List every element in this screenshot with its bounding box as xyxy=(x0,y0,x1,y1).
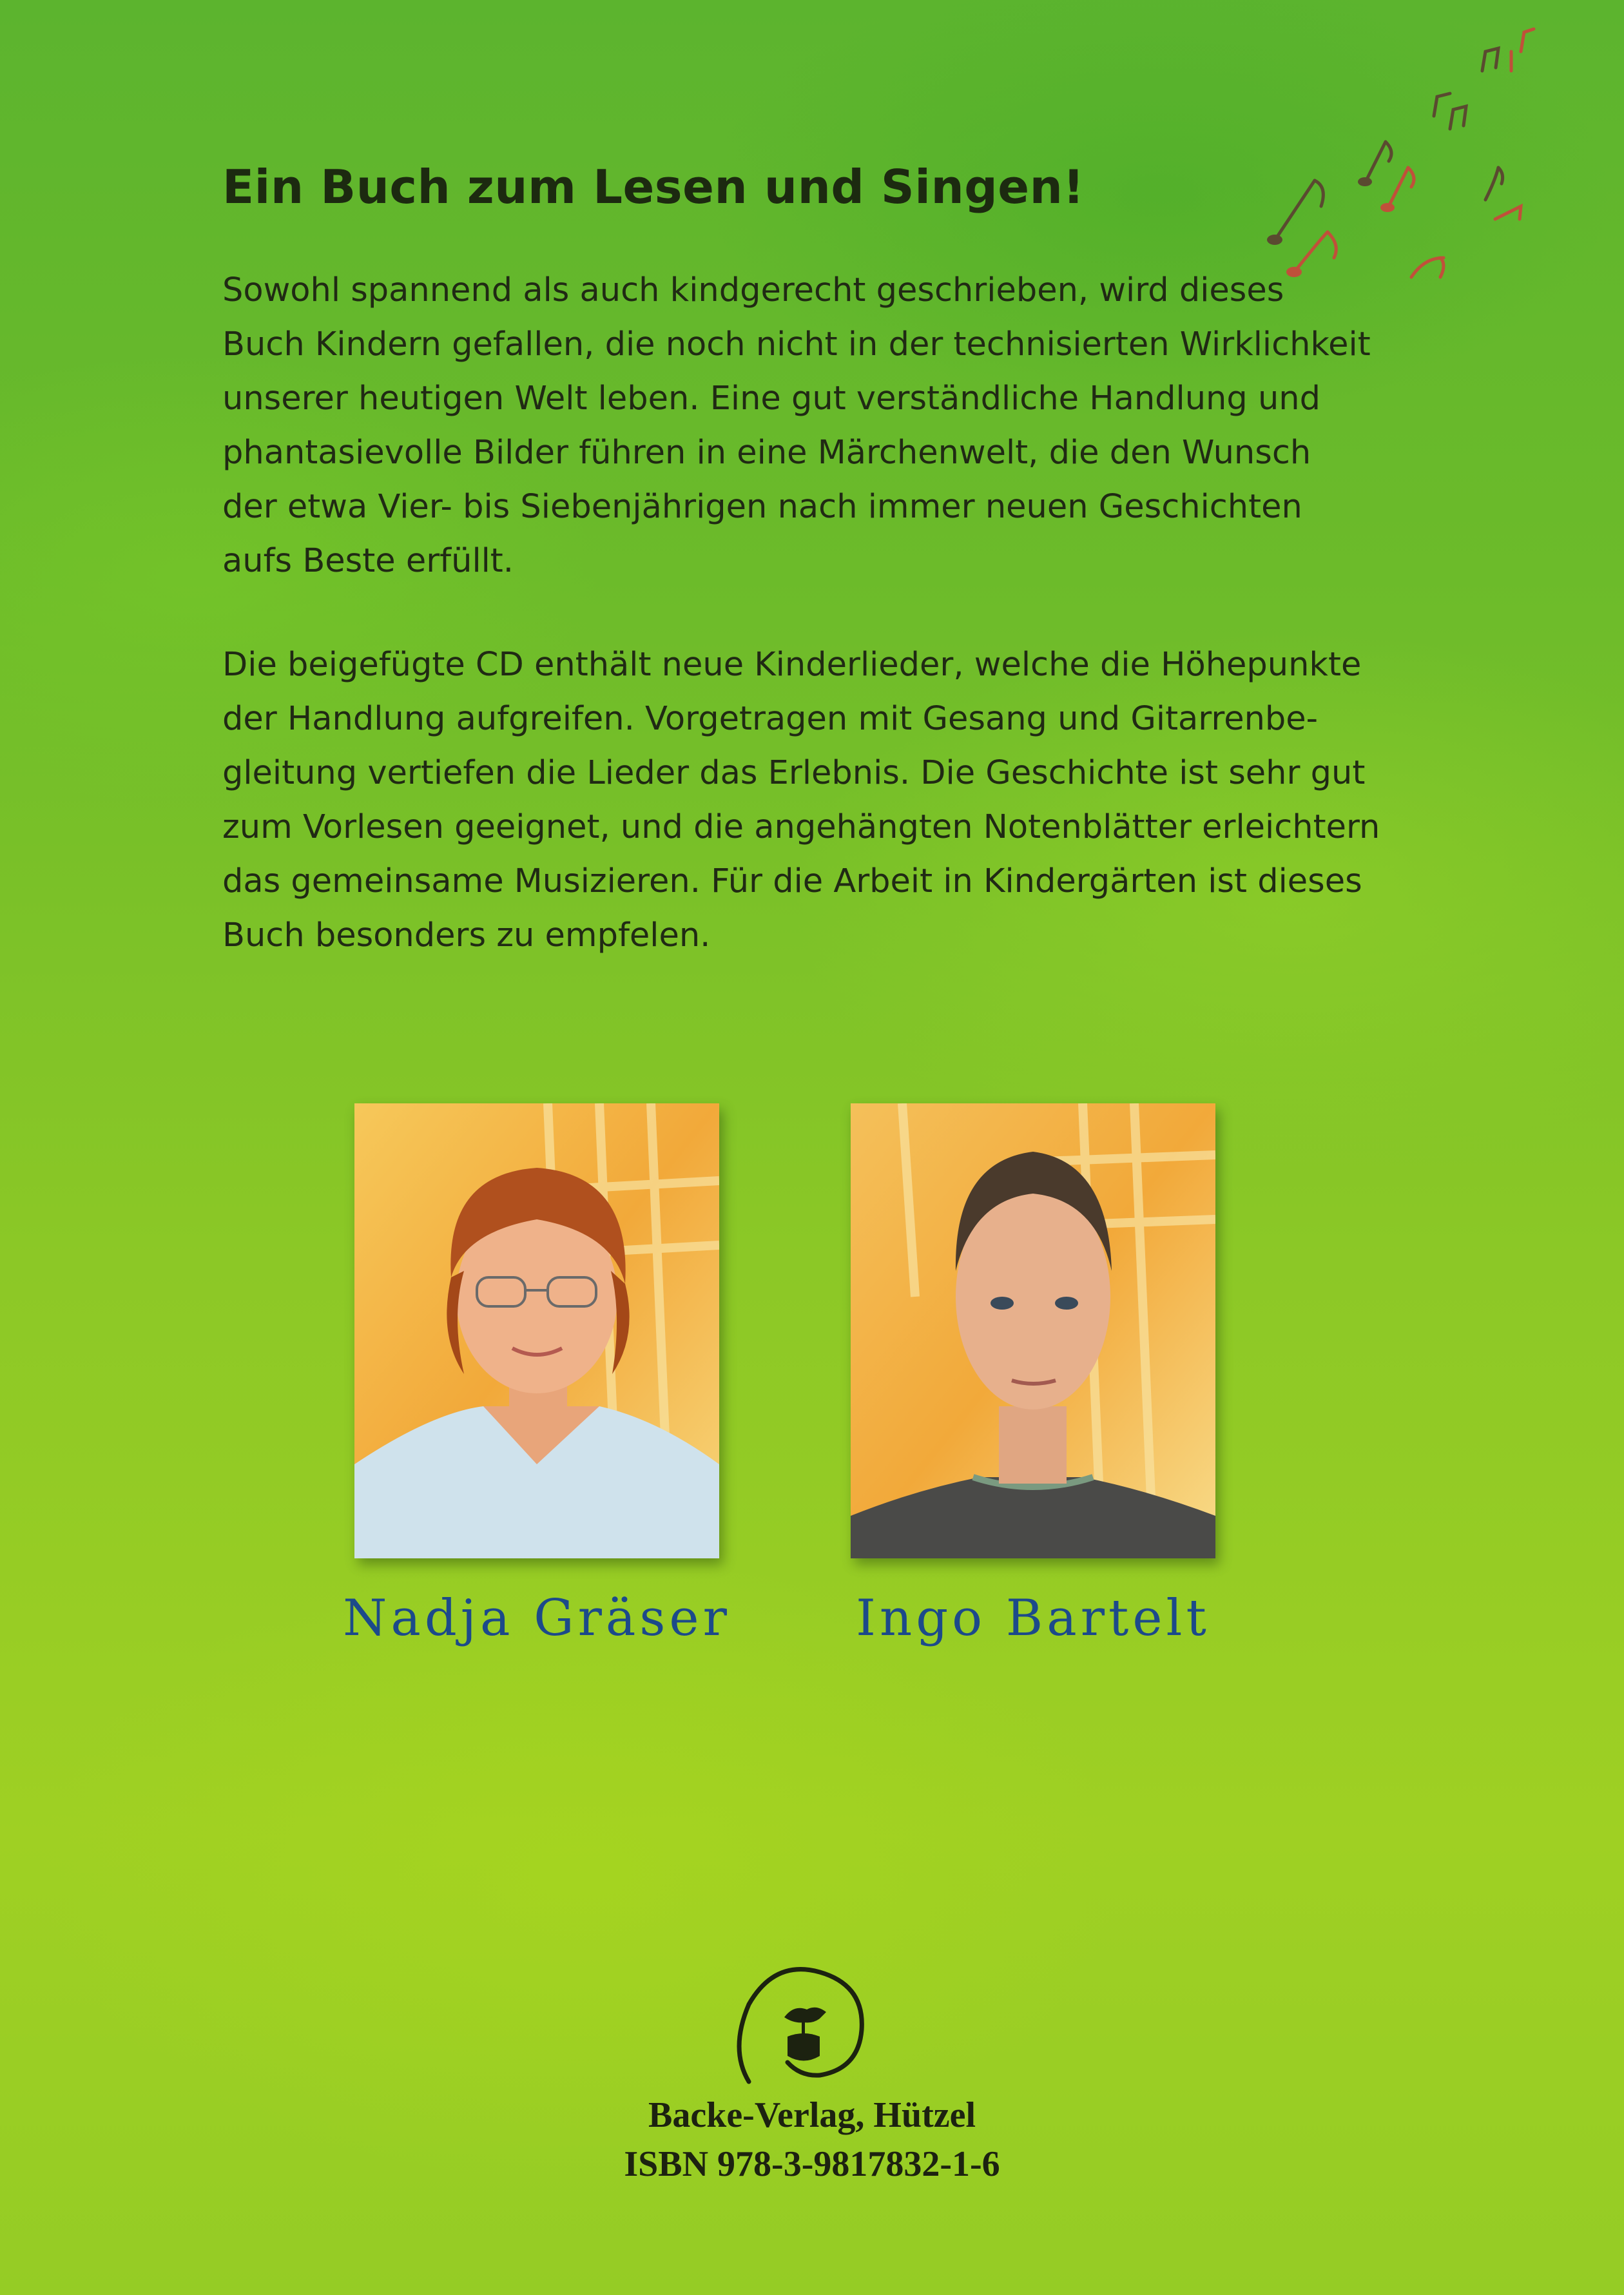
paragraph-line: aufs Beste erfüllt. xyxy=(222,542,514,580)
paragraph-line: unserer heutigen Welt leben. Eine gut verständliche Handlung und xyxy=(222,380,1320,418)
author-photo-ingo xyxy=(851,1103,1215,1558)
music-notes-icon xyxy=(1263,13,1560,296)
description-paragraph-2 xyxy=(222,638,1380,963)
isbn-number: ISBN 978-3-9817832-1-6 xyxy=(624,2144,1000,2184)
author-name-2: Ingo Bartelt xyxy=(856,1589,1210,1647)
publisher-logo-icon xyxy=(723,1959,878,2088)
paragraph-line: zum Vorlesen geeignet, und die angehängten Notenblätter erleichtern xyxy=(222,808,1380,846)
paragraph-line: Sowohl spannend als auch kindgerecht geschrieben, wird dieses xyxy=(222,271,1284,309)
paragraph-line: phantasievolle Bilder führen in eine Märchenwelt, die den Wunsch xyxy=(222,434,1311,472)
paragraph-line: Buch Kindern gefallen, die noch nicht in der technisierten Wirklichkeit xyxy=(222,325,1371,363)
paragraph-line: der Handlung aufgreifen. Vorgetragen mit Gesang und Gitarrenbe- xyxy=(222,700,1319,738)
author-name-1: Nadja Gräser xyxy=(343,1589,731,1647)
publisher-name: Backe-Verlag, Hützel xyxy=(648,2095,976,2135)
paragraph-line: der etwa Vier- bis Siebenjährigen nach immer neuen Geschichten xyxy=(222,488,1302,526)
page-title: Ein Buch zum Lesen und Singen! xyxy=(222,160,1085,214)
description-paragraph-1 xyxy=(222,264,1369,588)
paragraph-line: gleitung vertiefen die Lieder das Erlebnis. Die Geschichte ist sehr gut xyxy=(222,754,1366,792)
author-photo-nadja xyxy=(354,1103,719,1558)
paragraph-line: Buch besonders zu empfelen. xyxy=(222,916,711,954)
paragraph-line: das gemeinsame Musizieren. Für die Arbeit in Kindergärten ist dieses xyxy=(222,862,1362,900)
paragraph-line: Die beigefügte CD enthält neue Kinderlieder, welche die Höhepunkte xyxy=(222,646,1362,684)
